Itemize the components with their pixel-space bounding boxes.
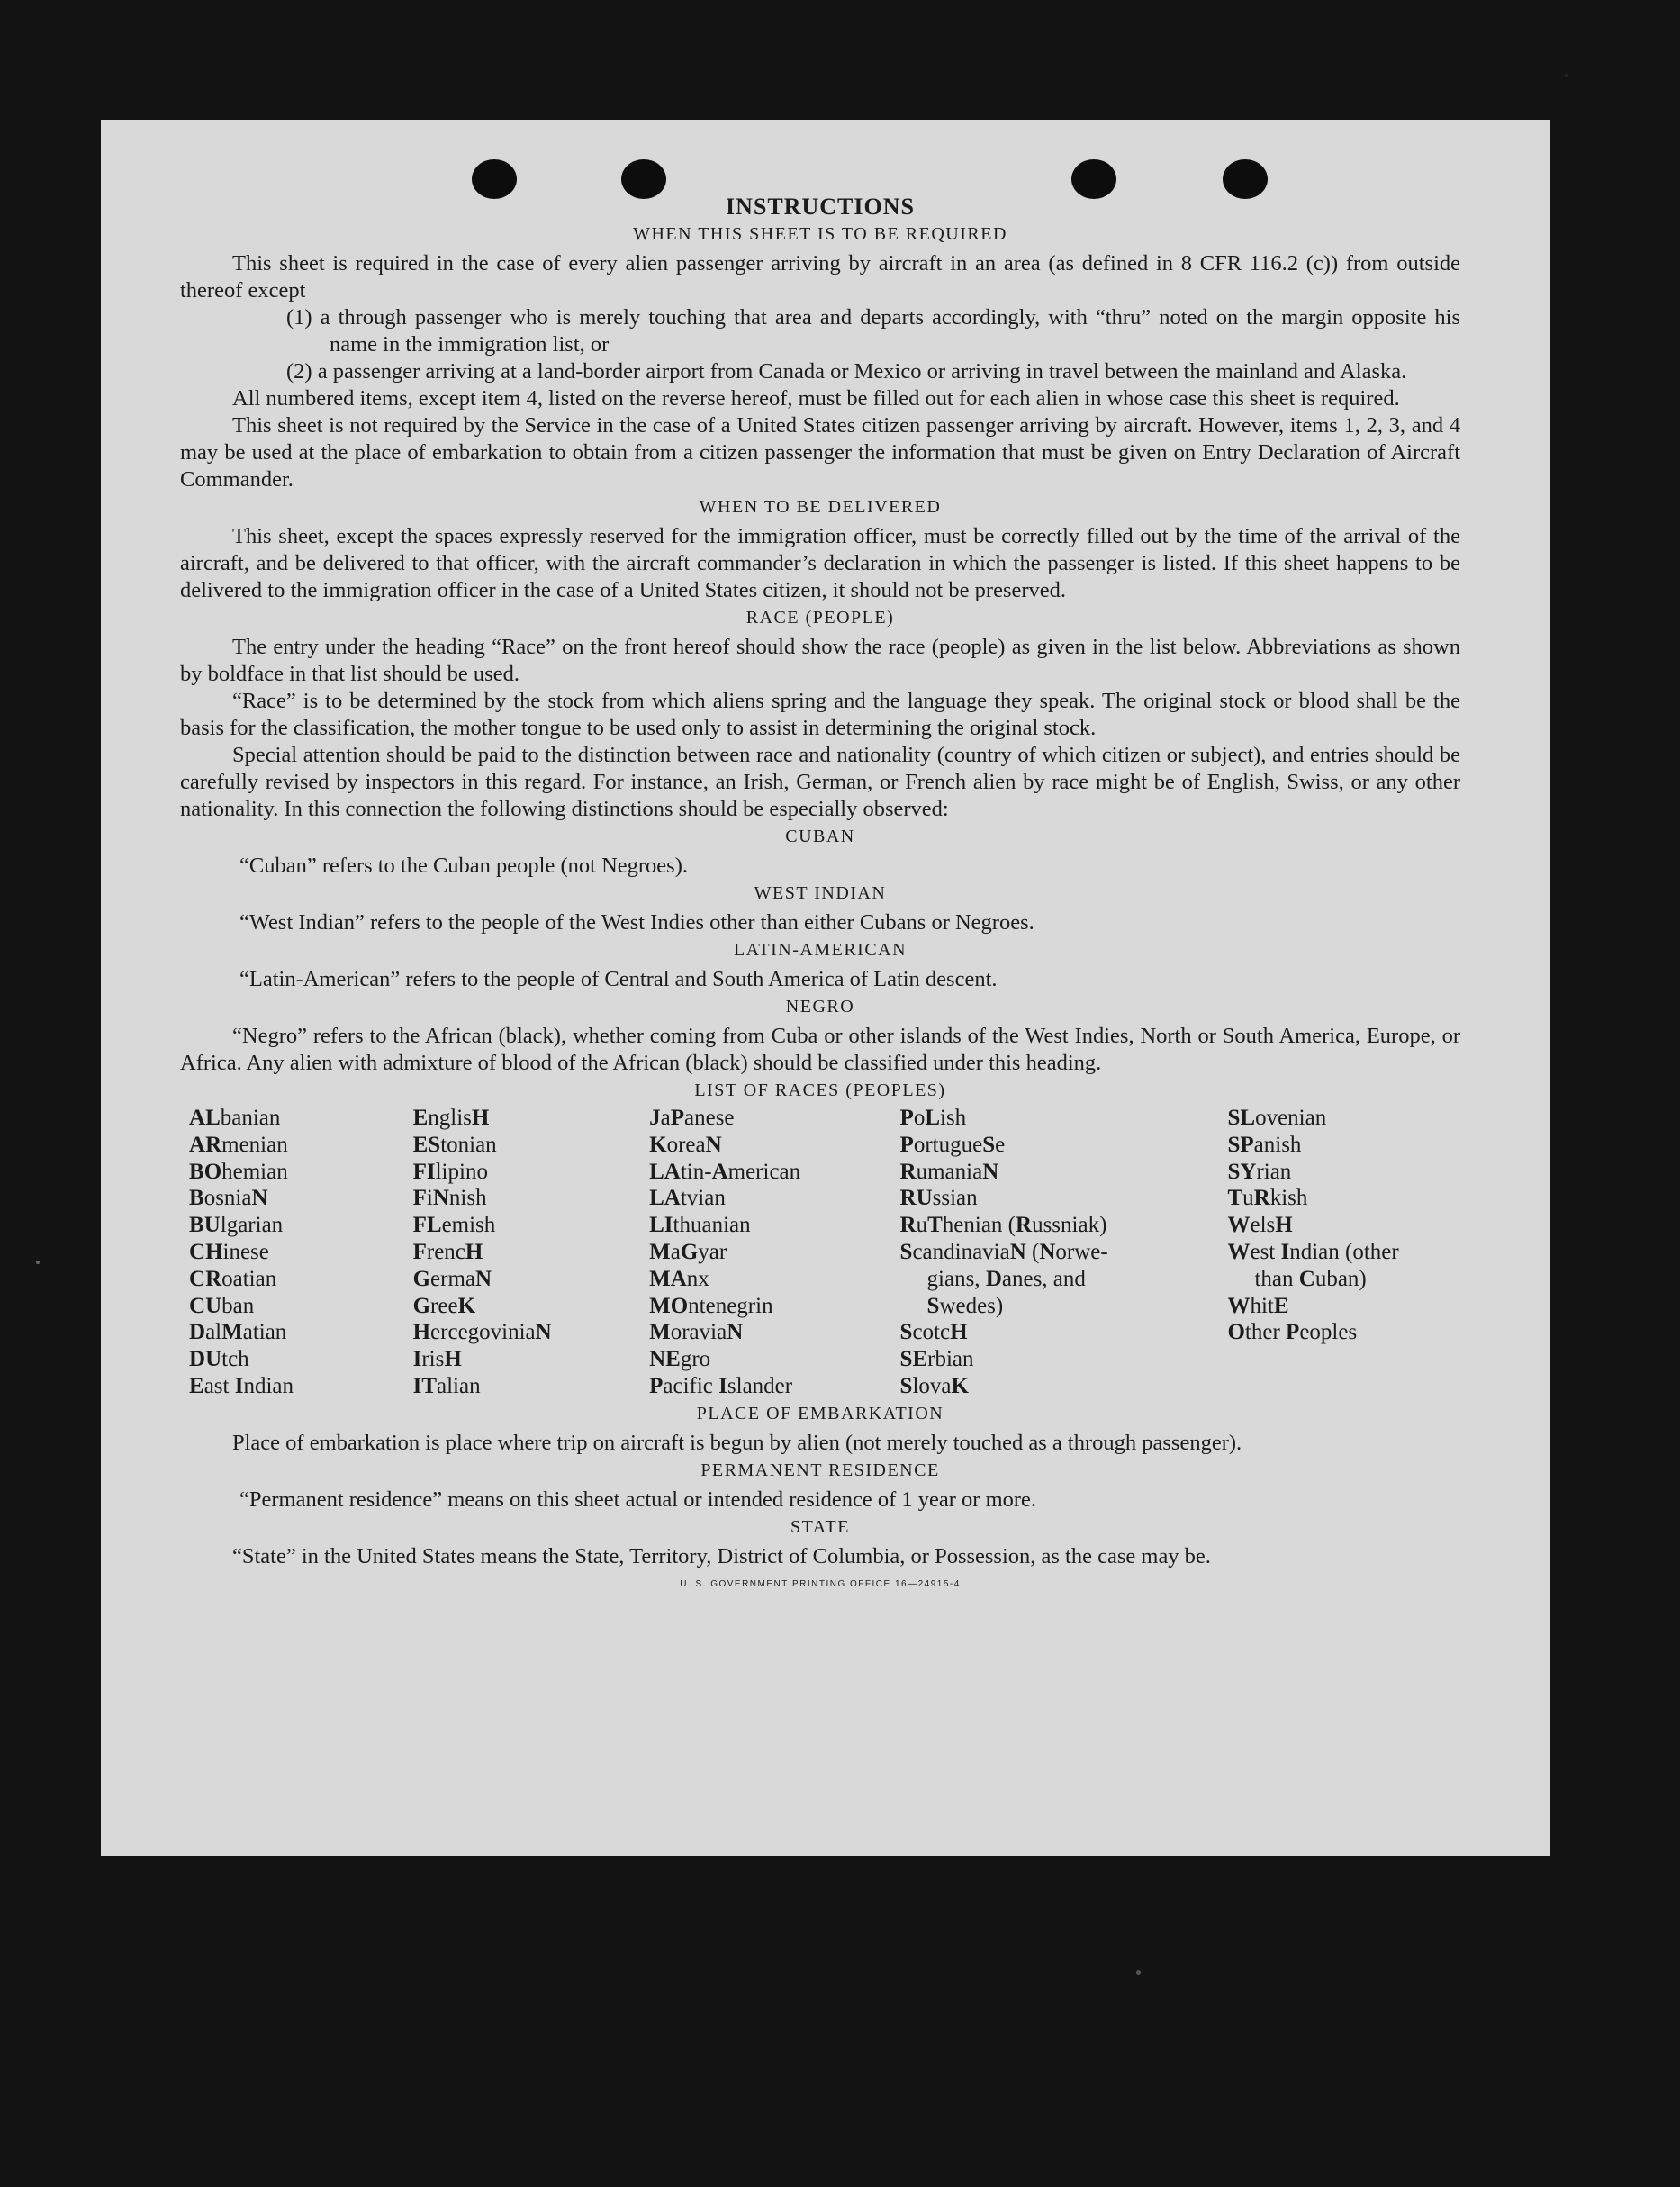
race-entry: CRoatian	[189, 1266, 277, 1291]
race-entry: FLemish	[412, 1213, 496, 1238]
race-entry: Swedes)	[926, 1293, 1004, 1318]
race-entry: ScandinaviaN (Norwe-	[899, 1239, 1108, 1264]
required-intro: This sheet is required in the case of every alien passenger arriving by aircraft in an area (as defined in 8 CFR 116.2 (c)) from outside thereof except	[180, 251, 1460, 303]
race-column	[900, 1105, 1228, 1400]
race-entry: GreeK	[412, 1293, 476, 1318]
race-entry: CUban	[189, 1293, 255, 1318]
race-entry: DUtch	[189, 1347, 249, 1372]
latin-american-text: “Latin-American” refers to the people of Central and South America of Latin descent.	[239, 967, 998, 991]
race-entry: RuThenian (Russniak)	[899, 1213, 1107, 1238]
section-heading-embarkation: PLACE OF EMBARKATION	[696, 1403, 944, 1423]
residence-text: “Permanent residence” means on this sheet actual or intended residence of 1 year or more.	[239, 1487, 1037, 1512]
punch-hole	[472, 159, 517, 199]
race-entry: SlovaK	[899, 1373, 969, 1398]
race-entry: GermaN	[412, 1266, 492, 1291]
race-entry: ALbanian	[189, 1106, 281, 1130]
punch-hole	[1223, 159, 1268, 199]
embarkation-text: Place of embarkation is place where trip on aircraft is begun by alien (not merely touched as a through passenger).	[232, 1430, 1242, 1455]
race-entry: BUlgarian	[189, 1213, 284, 1238]
race-entry: EnglisH	[412, 1106, 490, 1130]
section-heading-negro: NEGRO	[785, 997, 855, 1017]
required-item-2: (2) a passenger arriving at a land-border airport from Canada or Mexico or arriving in travel between the mainland and Alaska.	[286, 359, 1407, 384]
required-paragraph-3: This sheet is not required by the Service in the case of a United States citizen passenger arriving by aircraft. However, items 1, 2, 3, and 4 may be used at the place of embarkation to obtain from a citizen passenger the information that must be given on Entry Declaration of Aircraft Commander.	[180, 413, 1460, 492]
race-entry: West Indian (other	[1227, 1239, 1399, 1264]
race-entry: BosniaN	[189, 1186, 268, 1211]
race-entry: SPanish	[1227, 1132, 1302, 1157]
speck	[1136, 1970, 1141, 1975]
race-entry: than Cuban)	[1254, 1266, 1367, 1291]
race-entry: LAtvian	[649, 1186, 726, 1211]
race-entry: TuRkish	[1227, 1186, 1308, 1211]
section-heading-list-of-races: LIST OF RACES (PEOPLES)	[694, 1080, 946, 1100]
section-heading-state: STATE	[790, 1516, 850, 1537]
race-entry: NEgro	[649, 1347, 711, 1372]
race-list	[189, 1105, 1460, 1400]
race-entry: JaPanese	[649, 1106, 735, 1130]
race-entry: DalMatian	[189, 1320, 287, 1345]
race-entry: FiNnish	[412, 1186, 487, 1211]
race-column	[413, 1105, 650, 1400]
state-text: “State” in the United States means the State, Territory, District of Columbia, or Possession, as the case may be.	[232, 1543, 1211, 1568]
race-entry: SYrian	[1227, 1159, 1292, 1184]
race-paragraph-1: The entry under the heading “Race” on the front hereof should show the race (people) as given in the list below. Abbreviations as shown by boldface in that list should be used.	[180, 635, 1460, 686]
form-sheet	[101, 120, 1550, 1856]
punch-hole	[1071, 159, 1116, 199]
speck	[36, 1261, 40, 1264]
race-paragraph-2: “Race” is to be determined by the stock from which aliens spring and the language they speak. The original stock or blood shall be the basis for the classification, the mother tongue to be used only to assist in determining the original stock.	[180, 689, 1460, 740]
race-entry: FIlipino	[412, 1159, 488, 1184]
race-entry: WelsH	[1227, 1213, 1293, 1238]
race-entry: SLovenian	[1227, 1106, 1327, 1130]
required-paragraph-2: All numbered items, except item 4, listed on the reverse hereof, must be filled out for each alien in whose case this sheet is required.	[232, 386, 1400, 411]
race-entry: BOhemian	[189, 1159, 288, 1184]
race-entry: RUssian	[899, 1186, 978, 1211]
race-entry: MoraviaN	[649, 1320, 744, 1345]
section-heading-residence: PERMANENT RESIDENCE	[700, 1460, 940, 1480]
race-entry: East Indian	[189, 1373, 294, 1398]
page-title: INSTRUCTIONS	[726, 194, 915, 220]
negro-text: “Negro” refers to the African (black), whether coming from Cuba or other islands of the West Indies, North or South America, Europe, or Africa. Any alien with admixture of blood of the African (black) should be classified under this heading.	[180, 1024, 1460, 1075]
section-heading-latin-american: LATIN-AMERICAN	[733, 940, 908, 960]
race-entry: ScotcH	[899, 1320, 968, 1345]
race-entry: IrisH	[412, 1347, 462, 1372]
race-entry: WhitE	[1227, 1293, 1289, 1318]
race-entry: FrencH	[412, 1239, 483, 1264]
race-entry: gians, Danes, and	[926, 1266, 1086, 1291]
race-entry: Pacific Islander	[649, 1373, 793, 1398]
race-entry: PoLish	[899, 1106, 967, 1130]
cuban-text: “Cuban” refers to the Cuban people (not Negroes).	[239, 854, 688, 878]
race-entry: KoreaN	[649, 1132, 722, 1157]
race-entry: CHinese	[189, 1239, 269, 1264]
race-entry: SErbian	[899, 1347, 974, 1372]
race-column	[189, 1105, 413, 1400]
race-entry: Other Peoples	[1227, 1320, 1358, 1345]
required-item-1: (1) a through passenger who is merely touching that area and departs accordingly, with “thru” noted on the margin opposite his name in the immigration list, or	[286, 305, 1460, 357]
race-entry: RumaniaN	[899, 1159, 999, 1184]
printing-office-footer: U. S. GOVERNMENT PRINTING OFFICE 16—24915-4	[680, 1578, 961, 1589]
section-heading-delivered: WHEN TO BE DELIVERED	[699, 497, 942, 517]
race-entry: MaGyar	[649, 1239, 727, 1264]
west-indian-text: “West Indian” refers to the people of the West Indies other than either Cubans or Negroes.	[239, 910, 1034, 935]
race-entry: MOntenegrin	[649, 1293, 773, 1318]
race-entry: LAtin-American	[649, 1159, 801, 1184]
section-heading-required: WHEN THIS SHEET IS TO BE REQUIRED	[633, 224, 1007, 244]
section-heading-cuban: CUBAN	[785, 827, 855, 846]
race-paragraph-3: Special attention should be paid to the distinction between race and nationality (country of which citizen or subject), and entries should be carefully revised by inspectors in this regard. For instance, an Irish, German, or French alien by race might be of English, Swiss, or any other nationality. In this connection the following distinctions should be especially observed:	[180, 743, 1460, 821]
race-entry: MAnx	[649, 1266, 709, 1291]
race-entry: PortugueSe	[899, 1132, 1006, 1157]
section-heading-west-indian: WEST INDIAN	[754, 883, 887, 903]
speck	[1565, 74, 1568, 77]
race-entry: LIthuanian	[649, 1213, 751, 1238]
punch-hole	[621, 159, 666, 199]
race-entry: HercegoviniaN	[412, 1320, 552, 1345]
race-entry: EStonian	[412, 1132, 497, 1157]
race-column	[1227, 1105, 1460, 1400]
delivered-text: This sheet, except the spaces expressly reserved for the immigration officer, must be correctly filled out by the time of the arrival of the aircraft, and be delivered to that officer, with the aircraft commander’s declaration in which the passenger is listed. If this sheet happens to be delivered to the immigration officer in the case of a United States citizen, it should not be preserved.	[180, 524, 1460, 602]
section-heading-race: RACE (PEOPLE)	[745, 608, 895, 628]
race-column	[649, 1105, 899, 1400]
race-entry: ITalian	[412, 1373, 481, 1398]
race-entry: ARmenian	[189, 1132, 288, 1157]
